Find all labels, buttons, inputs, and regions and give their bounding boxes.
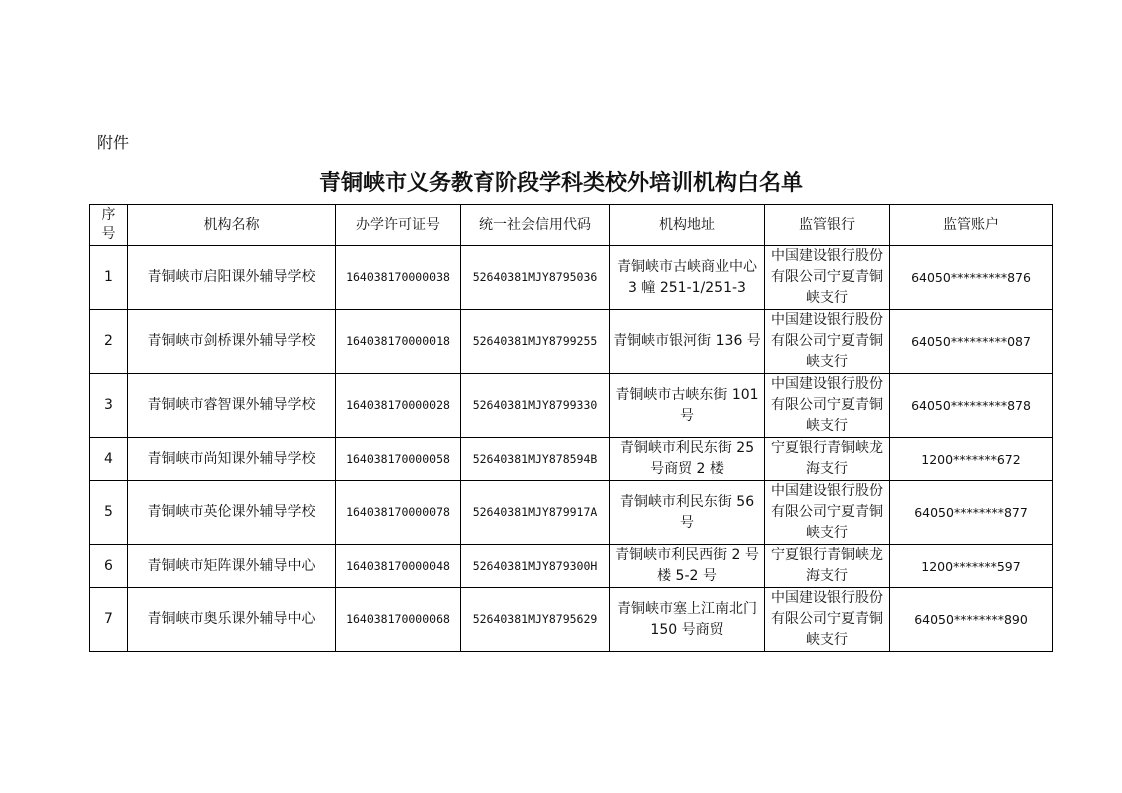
- table-row: [90, 438, 1053, 481]
- cell-account: 64050********890: [890, 588, 1053, 652]
- cell-bank: 中国建设银行股份有限公司宁夏青铜峡支行: [765, 588, 890, 652]
- attachment-label: 附件: [97, 133, 130, 152]
- cell-credit-code: 52640381MJY878594B: [461, 438, 610, 481]
- cell-seq: 6: [90, 545, 128, 588]
- cell-license: 164038170000058: [336, 438, 461, 481]
- cell-bank: 中国建设银行股份有限公司宁夏青铜峡支行: [765, 481, 890, 545]
- header-license: 办学许可证号: [336, 205, 461, 246]
- cell-credit-code: 52640381MJY8795629: [461, 588, 610, 652]
- table-row: [90, 545, 1053, 588]
- cell-license: 164038170000048: [336, 545, 461, 588]
- header-row: [90, 205, 1053, 246]
- header-name: 机构名称: [128, 205, 336, 246]
- cell-account: 1200*******597: [890, 545, 1053, 588]
- cell-license: 164038170000038: [336, 246, 461, 310]
- cell-name: 青铜峡市矩阵课外辅导中心: [128, 545, 336, 588]
- cell-seq: 2: [90, 310, 128, 374]
- cell-name: 青铜峡市睿智课外辅导学校: [128, 374, 336, 438]
- header-account: 监管账户: [890, 205, 1053, 246]
- table-row: [90, 374, 1053, 438]
- cell-seq: 3: [90, 374, 128, 438]
- cell-account: 64050********877: [890, 481, 1053, 545]
- cell-account: 64050*********087: [890, 310, 1053, 374]
- cell-name: 青铜峡市奥乐课外辅导中心: [128, 588, 336, 652]
- cell-seq: 7: [90, 588, 128, 652]
- cell-credit-code: 52640381MJY8799330: [461, 374, 610, 438]
- cell-account: 64050*********878: [890, 374, 1053, 438]
- cell-address: 青铜峡市利民西街 2 号楼 5-2 号: [610, 545, 765, 588]
- cell-bank: 中国建设银行股份有限公司宁夏青铜峡支行: [765, 374, 890, 438]
- cell-seq: 4: [90, 438, 128, 481]
- cell-seq: 1: [90, 246, 128, 310]
- cell-license: 164038170000078: [336, 481, 461, 545]
- cell-bank: 宁夏银行青铜峡龙海支行: [765, 438, 890, 481]
- cell-license: 164038170000068: [336, 588, 461, 652]
- cell-bank: 中国建设银行股份有限公司宁夏青铜峡支行: [765, 310, 890, 374]
- cell-credit-code: 52640381MJY879917A: [461, 481, 610, 545]
- cell-account: 1200*******672: [890, 438, 1053, 481]
- header-credit-code: 统一社会信用代码: [461, 205, 610, 246]
- cell-address: 青铜峡市利民东街 25 号商贸 2 楼: [610, 438, 765, 481]
- cell-name: 青铜峡市英伦课外辅导学校: [128, 481, 336, 545]
- cell-account: 64050*********876: [890, 246, 1053, 310]
- cell-credit-code: 52640381MJY8799255: [461, 310, 610, 374]
- header-bank: 监管银行: [765, 205, 890, 246]
- cell-address: 青铜峡市古峡东街 101 号: [610, 374, 765, 438]
- cell-credit-code: 52640381MJY8795036: [461, 246, 610, 310]
- cell-bank: 中国建设银行股份有限公司宁夏青铜峡支行: [765, 246, 890, 310]
- table-row: [90, 588, 1053, 652]
- table-row: [90, 481, 1053, 545]
- cell-address: 青铜峡市银河街 136 号: [610, 310, 765, 374]
- header-address: 机构地址: [610, 205, 765, 246]
- cell-bank: 宁夏银行青铜峡龙海支行: [765, 545, 890, 588]
- cell-name: 青铜峡市剑桥课外辅导学校: [128, 310, 336, 374]
- cell-license: 164038170000028: [336, 374, 461, 438]
- table-row: [90, 246, 1053, 310]
- table-row: [90, 310, 1053, 374]
- cell-address: 青铜峡市利民东街 56 号: [610, 481, 765, 545]
- whitelist-table: [89, 204, 1053, 652]
- cell-name: 青铜峡市尚知课外辅导学校: [128, 438, 336, 481]
- header-seq: 序 号: [90, 205, 128, 246]
- cell-name: 青铜峡市启阳课外辅导学校: [128, 246, 336, 310]
- cell-address: 青铜峡市古峡商业中心 3 幢 251-1/251-3: [610, 246, 765, 310]
- cell-credit-code: 52640381MJY879300H: [461, 545, 610, 588]
- page-title: 青铜峡市义务教育阶段学科类校外培训机构白名单: [318, 170, 803, 196]
- cell-address: 青铜峡市塞上江南北门 150 号商贸: [610, 588, 765, 652]
- cell-license: 164038170000018: [336, 310, 461, 374]
- cell-seq: 5: [90, 481, 128, 545]
